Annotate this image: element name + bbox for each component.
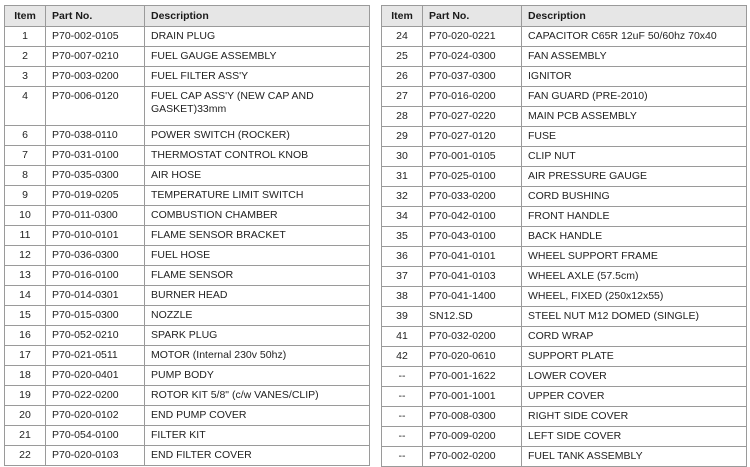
cell-item: 17 xyxy=(5,346,46,366)
cell-part-no: P70-037-0300 xyxy=(423,67,522,87)
cell-description: IGNITOR xyxy=(522,67,747,87)
cell-description: WHEEL, FIXED (250x12x55) xyxy=(522,287,747,307)
table-row xyxy=(5,306,370,326)
parts-list-right xyxy=(382,27,747,467)
cell-item: 2 xyxy=(5,47,46,67)
cell-description: THERMOSTAT CONTROL KNOB xyxy=(145,146,370,166)
cell-item: 31 xyxy=(382,167,423,187)
header-item: Item xyxy=(5,6,46,27)
cell-item: 30 xyxy=(382,147,423,167)
cell-part-no: P70-007-0210 xyxy=(46,47,145,67)
cell-description: FUSE xyxy=(522,127,747,147)
cell-item: 12 xyxy=(5,246,46,266)
table-row xyxy=(382,347,747,367)
cell-description: SPARK PLUG xyxy=(145,326,370,346)
table-row xyxy=(382,367,747,387)
cell-description: CORD WRAP xyxy=(522,327,747,347)
cell-description: TEMPERATURE LIMIT SWITCH xyxy=(145,186,370,206)
cell-part-no: P70-009-0200 xyxy=(423,427,522,447)
cell-item: 35 xyxy=(382,227,423,247)
header-part-no: Part No. xyxy=(423,6,522,27)
cell-description: CLIP NUT xyxy=(522,147,747,167)
cell-item: -- xyxy=(382,387,423,407)
table-row xyxy=(382,267,747,287)
cell-part-no: P70-002-0105 xyxy=(46,27,145,47)
table-row xyxy=(382,87,747,107)
header-part-no: Part No. xyxy=(46,6,145,27)
cell-description: FRONT HANDLE xyxy=(522,207,747,227)
cell-description: FUEL HOSE xyxy=(145,246,370,266)
table-row xyxy=(5,246,370,266)
cell-item: 6 xyxy=(5,126,46,146)
cell-description: FAN GUARD (PRE-2010) xyxy=(522,87,747,107)
cell-description: SUPPORT PLATE xyxy=(522,347,747,367)
cell-item: 20 xyxy=(5,406,46,426)
table-row xyxy=(5,346,370,366)
table-row xyxy=(382,187,747,207)
table-row xyxy=(5,326,370,346)
cell-part-no: P70-020-0102 xyxy=(46,406,145,426)
cell-item: 28 xyxy=(382,107,423,127)
cell-description: PUMP BODY xyxy=(145,366,370,386)
cell-item: 3 xyxy=(5,67,46,87)
cell-item: 18 xyxy=(5,366,46,386)
cell-item: 42 xyxy=(382,347,423,367)
parts-table-left xyxy=(4,5,370,466)
cell-item: -- xyxy=(382,367,423,387)
table-row xyxy=(382,427,747,447)
cell-part-no: P70-036-0300 xyxy=(46,246,145,266)
cell-item: 41 xyxy=(382,327,423,347)
table-row xyxy=(5,67,370,87)
cell-description: AIR HOSE xyxy=(145,166,370,186)
cell-part-no: P70-020-0401 xyxy=(46,366,145,386)
cell-item: 15 xyxy=(5,306,46,326)
table-row xyxy=(382,27,747,47)
cell-part-no: P70-031-0100 xyxy=(46,146,145,166)
cell-item: 34 xyxy=(382,207,423,227)
cell-item: 9 xyxy=(5,186,46,206)
table-row xyxy=(382,227,747,247)
cell-description: WHEEL AXLE (57.5cm) xyxy=(522,267,747,287)
table-row xyxy=(5,27,370,47)
table-row xyxy=(5,186,370,206)
cell-item: 16 xyxy=(5,326,46,346)
table-row xyxy=(5,47,370,67)
cell-description: FAN ASSEMBLY xyxy=(522,47,747,67)
table-row xyxy=(5,266,370,286)
cell-part-no: P70-019-0205 xyxy=(46,186,145,206)
table-row xyxy=(5,126,370,146)
table-row xyxy=(382,327,747,347)
cell-description: CORD BUSHING xyxy=(522,187,747,207)
cell-item: 11 xyxy=(5,226,46,246)
cell-description: FUEL GAUGE ASSEMBLY xyxy=(145,47,370,67)
table-row xyxy=(382,287,747,307)
cell-part-no: P70-024-0300 xyxy=(423,47,522,67)
cell-part-no: P70-001-1001 xyxy=(423,387,522,407)
cell-part-no: P70-016-0200 xyxy=(423,87,522,107)
table-row xyxy=(382,47,747,67)
cell-item: 29 xyxy=(382,127,423,147)
cell-description: ROTOR KIT 5/8" (c/w VANES/CLIP) xyxy=(145,386,370,406)
cell-item: -- xyxy=(382,427,423,447)
cell-description: FLAME SENSOR BRACKET xyxy=(145,226,370,246)
table-row xyxy=(382,67,747,87)
table-row xyxy=(5,226,370,246)
parts-list-left xyxy=(5,27,370,466)
table-row xyxy=(5,206,370,226)
cell-item: 22 xyxy=(5,446,46,466)
cell-item: 27 xyxy=(382,87,423,107)
cell-description: CAPACITOR C65R 12uF 50/60hz 70x40 xyxy=(522,27,747,47)
table-row xyxy=(382,307,747,327)
cell-part-no: P70-006-0120 xyxy=(46,87,145,126)
cell-description: WHEEL SUPPORT FRAME xyxy=(522,247,747,267)
cell-part-no: P70-041-1400 xyxy=(423,287,522,307)
cell-item: 14 xyxy=(5,286,46,306)
cell-description: FUEL FILTER ASS'Y xyxy=(145,67,370,87)
cell-description: FUEL CAP ASS'Y (NEW CAP AND GASKET)33mm xyxy=(145,87,370,126)
cell-description: FLAME SENSOR xyxy=(145,266,370,286)
cell-part-no: P70-027-0220 xyxy=(423,107,522,127)
cell-part-no: P70-041-0103 xyxy=(423,267,522,287)
parts-table-right xyxy=(381,5,747,467)
cell-part-no: P70-052-0210 xyxy=(46,326,145,346)
cell-description: FILTER KIT xyxy=(145,426,370,446)
table-header-row xyxy=(382,6,747,27)
cell-description: UPPER COVER xyxy=(522,387,747,407)
cell-description: STEEL NUT M12 DOMED (SINGLE) xyxy=(522,307,747,327)
cell-item: 25 xyxy=(382,47,423,67)
header-description: Description xyxy=(145,6,370,27)
cell-description: LEFT SIDE COVER xyxy=(522,427,747,447)
cell-part-no: P70-033-0200 xyxy=(423,187,522,207)
table-row xyxy=(5,426,370,446)
cell-part-no: P70-035-0300 xyxy=(46,166,145,186)
cell-part-no: P70-008-0300 xyxy=(423,407,522,427)
cell-part-no: P70-015-0300 xyxy=(46,306,145,326)
cell-item: 19 xyxy=(5,386,46,406)
table-header-row xyxy=(5,6,370,27)
table-row xyxy=(382,147,747,167)
table-row xyxy=(5,286,370,306)
cell-description: POWER SWITCH (ROCKER) xyxy=(145,126,370,146)
table-row xyxy=(5,146,370,166)
table-row xyxy=(382,207,747,227)
cell-part-no: P70-041-0101 xyxy=(423,247,522,267)
cell-part-no: P70-032-0200 xyxy=(423,327,522,347)
cell-item: -- xyxy=(382,407,423,427)
cell-description: MOTOR (Internal 230v 50hz) xyxy=(145,346,370,366)
cell-description: RIGHT SIDE COVER xyxy=(522,407,747,427)
cell-part-no: P70-020-0610 xyxy=(423,347,522,367)
cell-part-no: P70-011-0300 xyxy=(46,206,145,226)
cell-part-no: SN12.SD xyxy=(423,307,522,327)
cell-part-no: P70-038-0110 xyxy=(46,126,145,146)
cell-item: 1 xyxy=(5,27,46,47)
table-row xyxy=(382,167,747,187)
cell-item: -- xyxy=(382,447,423,467)
table-row xyxy=(382,247,747,267)
cell-item: 8 xyxy=(5,166,46,186)
cell-description: BURNER HEAD xyxy=(145,286,370,306)
cell-description: DRAIN PLUG xyxy=(145,27,370,47)
cell-item: 38 xyxy=(382,287,423,307)
cell-item: 13 xyxy=(5,266,46,286)
table-row xyxy=(5,406,370,426)
cell-description: COMBUSTION CHAMBER xyxy=(145,206,370,226)
cell-item: 24 xyxy=(382,27,423,47)
cell-part-no: P70-027-0120 xyxy=(423,127,522,147)
cell-item: 36 xyxy=(382,247,423,267)
cell-item: 21 xyxy=(5,426,46,446)
cell-part-no: P70-010-0101 xyxy=(46,226,145,246)
cell-part-no: P70-001-1622 xyxy=(423,367,522,387)
cell-part-no: P70-003-0200 xyxy=(46,67,145,87)
cell-description: LOWER COVER xyxy=(522,367,747,387)
cell-item: 7 xyxy=(5,146,46,166)
table-row xyxy=(382,127,747,147)
table-row xyxy=(5,446,370,466)
table-row xyxy=(5,87,370,126)
cell-part-no: P70-025-0100 xyxy=(423,167,522,187)
cell-description: NOZZLE xyxy=(145,306,370,326)
cell-item: 39 xyxy=(382,307,423,327)
table-row xyxy=(5,166,370,186)
cell-description: BACK HANDLE xyxy=(522,227,747,247)
cell-part-no: P70-054-0100 xyxy=(46,426,145,446)
cell-part-no: P70-002-0200 xyxy=(423,447,522,467)
cell-description: AIR PRESSURE GAUGE xyxy=(522,167,747,187)
cell-description: END FILTER COVER xyxy=(145,446,370,466)
table-row xyxy=(382,407,747,427)
table-row xyxy=(382,387,747,407)
cell-part-no: P70-014-0301 xyxy=(46,286,145,306)
cell-item: 26 xyxy=(382,67,423,87)
cell-item: 10 xyxy=(5,206,46,226)
header-item: Item xyxy=(382,6,423,27)
cell-item: 4 xyxy=(5,87,46,126)
table-row xyxy=(382,107,747,127)
cell-part-no: P70-022-0200 xyxy=(46,386,145,406)
cell-part-no: P70-021-0511 xyxy=(46,346,145,366)
cell-part-no: P70-020-0103 xyxy=(46,446,145,466)
table-row xyxy=(5,386,370,406)
cell-description: FUEL TANK ASSEMBLY xyxy=(522,447,747,467)
table-row xyxy=(5,366,370,386)
cell-part-no: P70-016-0100 xyxy=(46,266,145,286)
cell-part-no: P70-043-0100 xyxy=(423,227,522,247)
cell-description: MAIN PCB ASSEMBLY xyxy=(522,107,747,127)
cell-description: END PUMP COVER xyxy=(145,406,370,426)
header-description: Description xyxy=(522,6,747,27)
cell-part-no: P70-020-0221 xyxy=(423,27,522,47)
cell-part-no: P70-001-0105 xyxy=(423,147,522,167)
cell-item: 32 xyxy=(382,187,423,207)
cell-item: 37 xyxy=(382,267,423,287)
cell-part-no: P70-042-0100 xyxy=(423,207,522,227)
